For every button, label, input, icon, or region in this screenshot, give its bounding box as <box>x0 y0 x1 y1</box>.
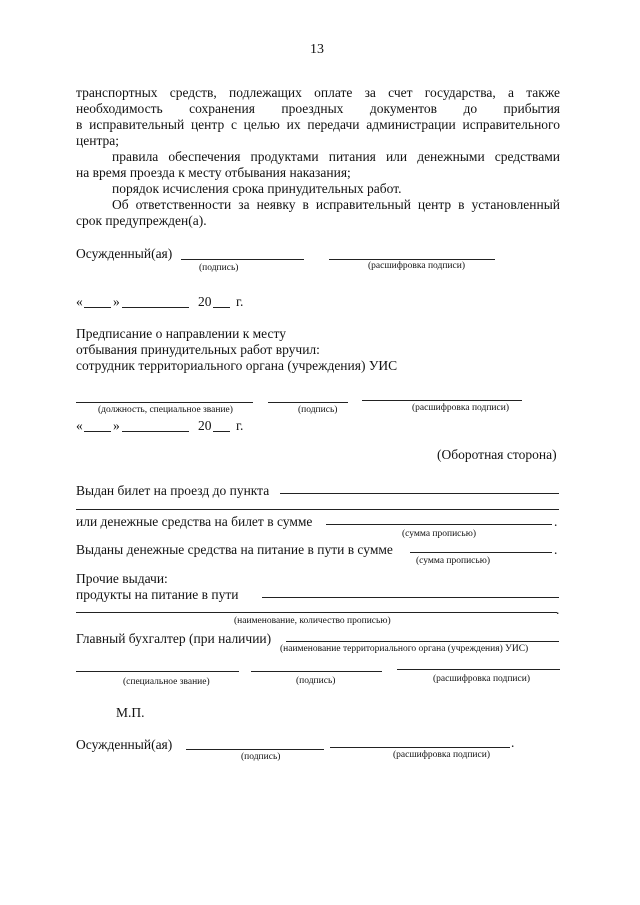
accountant-rank-caption: (специальное звание) <box>123 677 210 687</box>
date-open-quote: « <box>76 294 83 309</box>
body-line-3: в исправительный центр с целью их передачи администрации исправительного <box>76 117 560 132</box>
body-line-5: правила обеспечения продуктами питания или денежными средствами <box>112 149 560 164</box>
officer-decoding-line[interactable] <box>362 400 522 401</box>
order-line-2: отбывания принудительных работ вручил: <box>76 342 320 357</box>
accountant-decoding-caption: (расшифровка подписи) <box>433 674 530 684</box>
date2-day-line[interactable] <box>84 431 111 432</box>
date-close-quote: » <box>113 294 120 309</box>
other-caption: (наименование, количество прописью) <box>234 616 391 626</box>
accountant-org-caption: (наименование территориального органа (учреждения) УИС) <box>280 644 529 654</box>
body-line-6: на время проезда к месту отбывания наказания; <box>76 165 351 180</box>
convict2-signature-line[interactable] <box>186 749 324 750</box>
date2-year-prefix: 20 <box>198 418 212 433</box>
food-money-end: . <box>554 542 558 557</box>
convict2-signature-caption: (подпись) <box>241 752 281 762</box>
accountant-decoding-line[interactable] <box>397 669 560 670</box>
other-end: . <box>556 602 560 617</box>
order-line-3: сотрудник территориального органа (учреждения) УИС <box>76 358 398 373</box>
accountant-label: Главный бухгалтер (при наличии) <box>76 631 272 646</box>
date-day-line[interactable] <box>84 307 111 308</box>
convict-signature-line[interactable] <box>181 259 304 260</box>
position-caption: (должность, специальное звание) <box>98 405 233 415</box>
convict-label: Осужденный(ая) <box>76 246 173 261</box>
food-money-caption: (сумма прописью) <box>416 556 490 566</box>
accountant-rank-line[interactable] <box>76 671 239 672</box>
convict-decoding-line[interactable] <box>329 259 495 260</box>
ticket-label: Выдан билет на проезд до пункта <box>76 483 270 498</box>
date2-open-quote: « <box>76 418 83 433</box>
date2-year-suffix: г. <box>236 418 244 433</box>
officer-signature-line[interactable] <box>268 402 348 403</box>
body-line-8: Об ответственности за неявку в исправительный центр в установленный <box>112 197 560 212</box>
convict2-label: Осужденный(ая) <box>76 737 173 752</box>
date2-close-quote: » <box>113 418 120 433</box>
ticket-money-label: или денежные средства на билет в сумме <box>76 514 313 529</box>
other-label: Прочие выдачи: <box>76 571 168 586</box>
body-line-2: необходимость сохранения проездных документов до прибытия <box>76 101 560 116</box>
order-line-1: Предписание о направлении к месту <box>76 326 286 341</box>
officer-signature-caption: (подпись) <box>298 405 338 415</box>
other-food-label: продукты на питание в пути <box>76 587 239 602</box>
signature-caption: (подпись) <box>199 263 239 273</box>
other-food-line[interactable] <box>262 597 559 598</box>
officer-decoding-caption: (расшифровка подписи) <box>412 403 509 413</box>
decoding-caption: (расшифровка подписи) <box>368 261 465 271</box>
convict2-decoding-caption: (расшифровка подписи) <box>393 750 490 760</box>
food-money-label: Выданы денежные средства на питание в пути в сумме <box>76 542 393 557</box>
ticket-money-line[interactable] <box>326 524 552 525</box>
date-year-prefix: 20 <box>198 294 212 309</box>
date2-year-line[interactable] <box>213 431 230 432</box>
date-year-line[interactable] <box>213 307 230 308</box>
body-line-7: порядок исчисления срока принудительных работ. <box>112 181 402 196</box>
accountant-signature-caption: (подпись) <box>296 676 336 686</box>
body-line-4: центра; <box>76 133 119 148</box>
seal-label: М.П. <box>116 705 145 720</box>
reverse-side-label: (Оборотная сторона) <box>437 447 557 462</box>
other-food-line-2[interactable] <box>76 612 557 613</box>
body-line-9: срок предупрежден(а). <box>76 213 207 228</box>
page-number: 13 <box>310 42 324 57</box>
date-year-suffix: г. <box>236 294 244 309</box>
ticket-money-end: . <box>554 514 558 529</box>
accountant-org-line[interactable] <box>286 641 559 642</box>
ticket-money-caption: (сумма прописью) <box>402 529 476 539</box>
position-line[interactable] <box>76 402 253 403</box>
ticket-destination-line[interactable] <box>280 493 559 494</box>
accountant-signature-line[interactable] <box>251 671 382 672</box>
date-month-line[interactable] <box>122 307 189 308</box>
date2-month-line[interactable] <box>122 431 189 432</box>
body-line-1: транспортных средств, подлежащих оплате за счет государства, а также <box>76 85 560 100</box>
ticket-extra-line[interactable] <box>76 509 559 510</box>
convict2-decoding-line[interactable] <box>330 747 510 748</box>
convict2-end: . <box>511 735 515 750</box>
food-money-line[interactable] <box>410 552 552 553</box>
